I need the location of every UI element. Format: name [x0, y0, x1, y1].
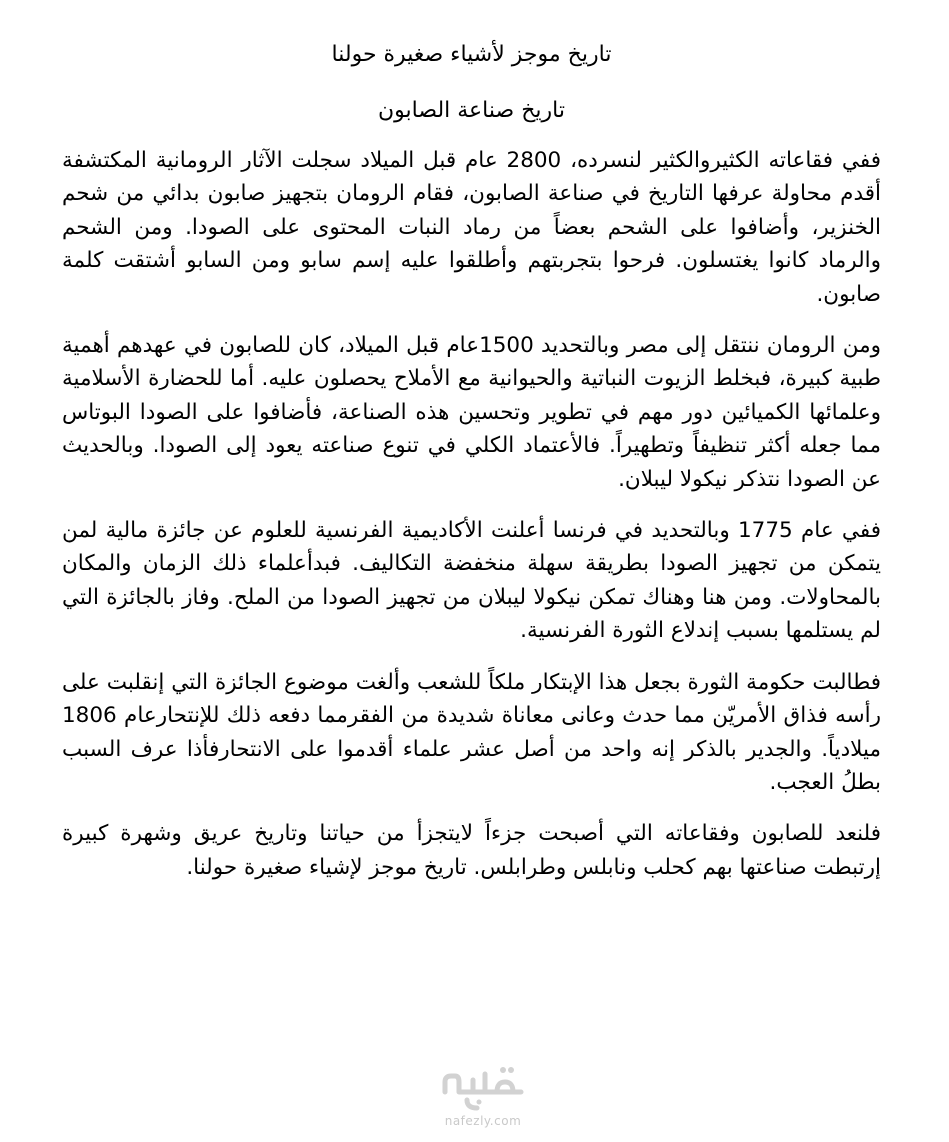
- paragraph-5: فلنعد للصابون وفقاعاته التي أصبحت جزءاً لايتجزأ من حياتنا وتاريخ عريق وشهرة كبيرة إرتبطت صناعتها بهم كحلب ونابلس وطرابلس. تاريخ موجز لإشياء صغيرة حولنا.: [62, 821, 881, 880]
- paragraph-3: ففي عام 1775 وبالتحديد في فرنسا أعلنت الأكاديمية الفرنسية للعلوم عن جائزة مالية لمن يتمكن من تجهيز الصودا بطريقة سهلة منخفضة التكاليف. فبدأعلماء ذلك الزمان والمكان بالمحاولات. ومن هنا وهناك تمكن نيكولا ليبلان من تجهيز الصودا من الملح. وفاز بالجائزة التي لم يستلمها بسبب إندلاع الثورة الفرنسية.: [62, 518, 882, 644]
- paragraph-1: ففي فقاعاته الكثيروالكثير لنسرده، 2800 عام قبل الميلاد سجلت الآثار الرومانية المكتشفة أقدم محاولة عرفها التاريخ في صناعة الصابون، فقام الرومان بتجهيز صابون بدائي من شحم الخنزير، وأضافوا على الشحم بعضاً من رماد النبات المحتوى على الصودا. ومن الشحم والرماد كانوا يغتسلون. فرحوا بتجربتهم وأطلقوا عليه إسم سابو ومن السابو أشتقت كلمة صابون.: [62, 148, 881, 307]
- watermark: [418, 1062, 548, 1138]
- paragraph-4: فطالبت حكومة الثورة بجعل هذا الإبتكار ملكاً للشعب وألغت موضوع الجائزة التي إنقلبت على رأسه فذاق الأمريّن مما حدث وعانى معاناة شديدة من الفقرمما دفعه ذلك للإنتحارعام 1806 ميلادياً. والجدير بالذكر إنه واحد من أصل عشر علماء أقدموا على الانتحارفأذا عرف السبب بطلُ العجب.: [62, 669, 881, 795]
- document-subtitle: تاريخ صناعة الصابون: [378, 98, 565, 123]
- paragraph-2: ومن الرومان ننتقل إلى مصر وبالتحديد 1500عام قبل الميلاد، كان للصابون في عهدهم أهمية طبية كبيرة، فبخلط الزيوت النباتية والحيوانية مع الأملاح يحصلون عليه. أما للحضارة الأسلامية وعلمائها الكميائين دور مهم في تطوير وتحسين هذه الصناعة، فأضافوا على الصودا البوتاس مما جعله أكثر تنظيفاً وتطهيراً. فالأعتماد الكلي في تنوع صناعته يعود إلى الصودا. وبالحديث عن الصودا نتذكر نيكولا ليبلان.: [62, 333, 882, 492]
- watermark-logo-icon: [437, 1062, 529, 1112]
- document-title: تاريخ موجز لأشياء صغيرة حولنا: [331, 42, 612, 67]
- watermark-site-text: nafezly.com: [444, 1114, 522, 1128]
